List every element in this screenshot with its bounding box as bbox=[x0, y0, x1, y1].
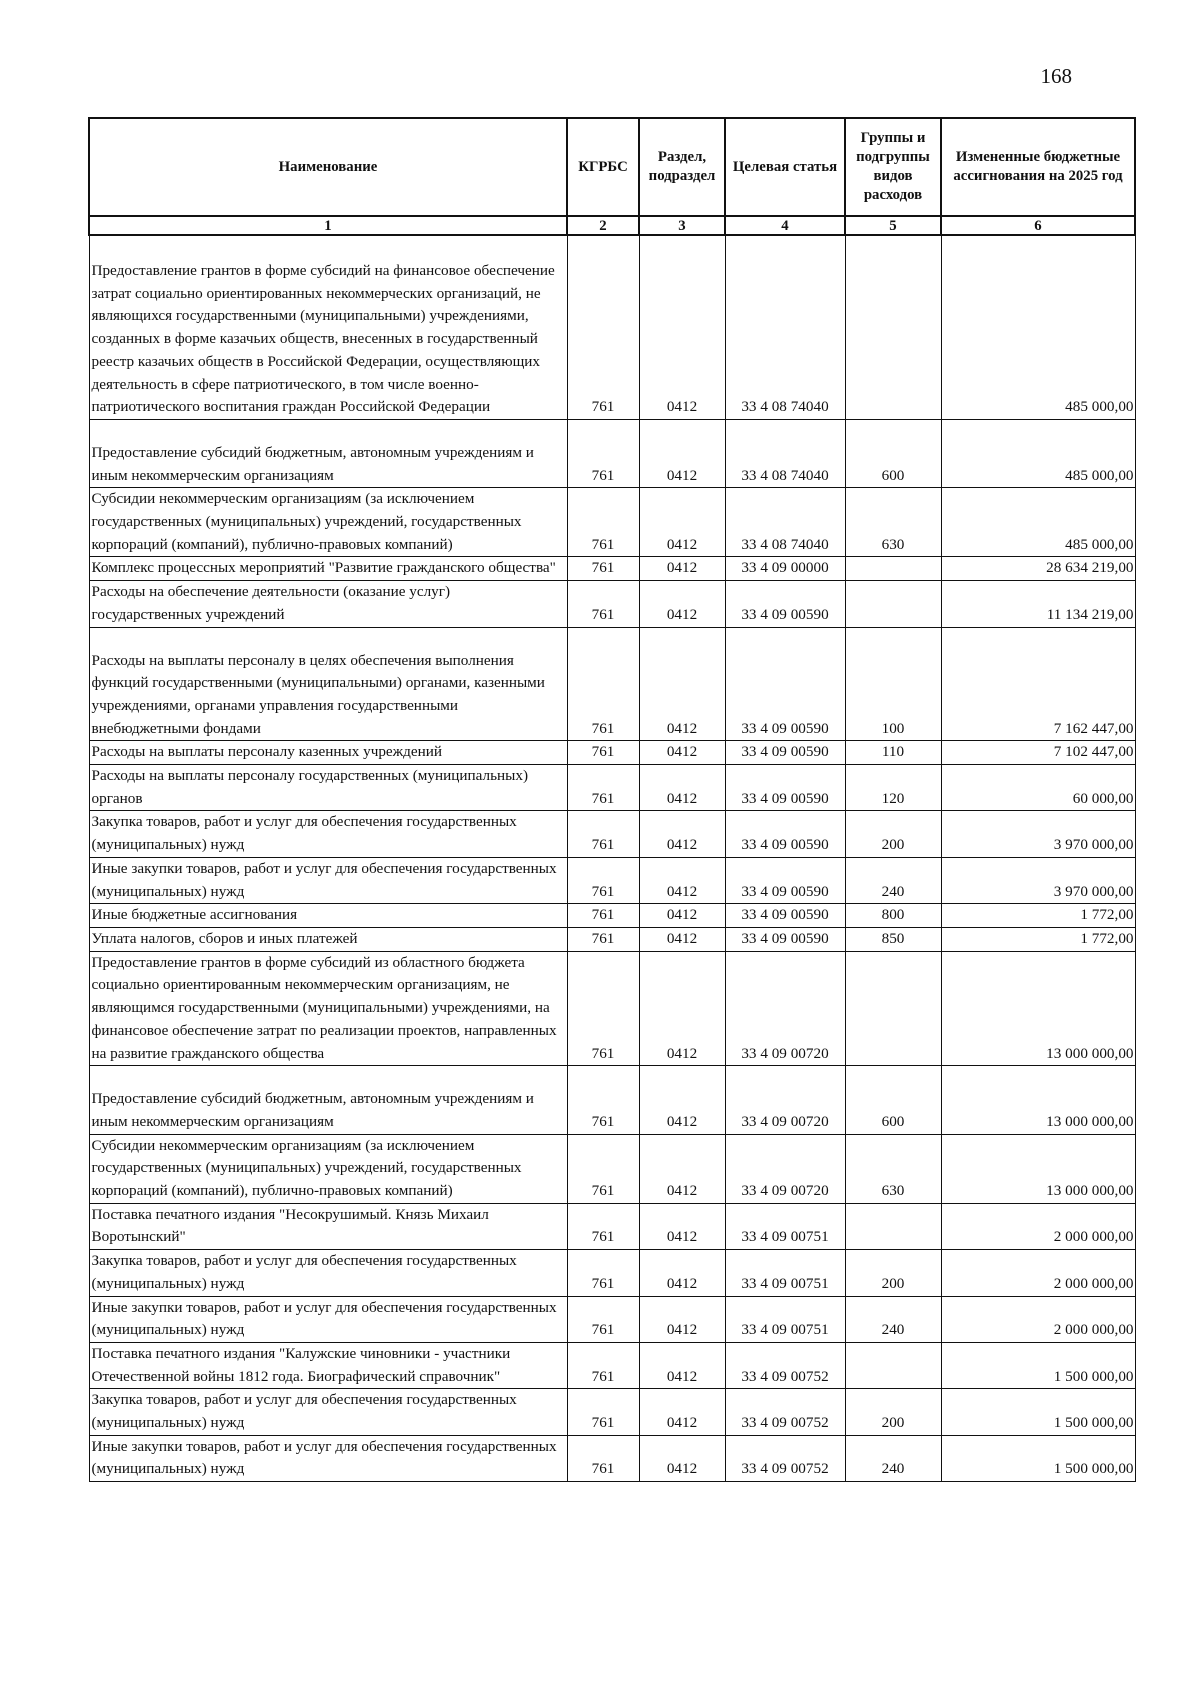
table-row bbox=[89, 1134, 1135, 1203]
column-number: 4 bbox=[725, 216, 845, 235]
row-section: 0412 bbox=[639, 627, 725, 741]
row-group: 120 bbox=[845, 765, 941, 811]
row-section: 0412 bbox=[639, 1389, 725, 1435]
row-group: 850 bbox=[845, 927, 941, 951]
row-target: 33 4 09 00720 bbox=[725, 1134, 845, 1203]
row-kgrbs: 761 bbox=[567, 1389, 639, 1435]
page-number: 168 bbox=[1040, 64, 1072, 88]
row-section: 0412 bbox=[639, 1435, 725, 1481]
column-number: 3 bbox=[639, 216, 725, 235]
row-name: Расходы на выплаты персоналу государственных (муниципальных) органов bbox=[89, 765, 567, 811]
row-target: 33 4 09 00752 bbox=[725, 1342, 845, 1388]
row-name: Закупка товаров, работ и услуг для обеспечения государственных (муниципальных) нужд bbox=[89, 1250, 567, 1296]
row-target: 33 4 09 00590 bbox=[725, 811, 845, 857]
row-amount: 2 000 000,00 bbox=[941, 1203, 1135, 1249]
table-row bbox=[89, 581, 1135, 627]
row-kgrbs: 761 bbox=[567, 1296, 639, 1342]
row-kgrbs: 761 bbox=[567, 1134, 639, 1203]
row-amount: 1 500 000,00 bbox=[941, 1342, 1135, 1388]
row-name: Субсидии некоммерческим организациям (за исключением государственных (муниципальных) учреждений, государственных корпораций (компаний), публично-правовых компаний) bbox=[89, 488, 567, 557]
header-row bbox=[89, 118, 1135, 216]
column-number: 1 bbox=[89, 216, 567, 235]
row-amount: 60 000,00 bbox=[941, 765, 1135, 811]
row-kgrbs: 761 bbox=[567, 857, 639, 903]
row-section: 0412 bbox=[639, 1134, 725, 1203]
row-section: 0412 bbox=[639, 1250, 725, 1296]
row-group bbox=[845, 581, 941, 627]
header-amount: Измененные бюджетные ассигнования на 2025 год bbox=[941, 118, 1135, 216]
row-amount: 28 634 219,00 bbox=[941, 557, 1135, 581]
row-target: 33 4 09 00751 bbox=[725, 1203, 845, 1249]
row-group: 630 bbox=[845, 488, 941, 557]
table-row bbox=[89, 811, 1135, 857]
row-target: 33 4 09 00751 bbox=[725, 1250, 845, 1296]
table-row bbox=[89, 488, 1135, 557]
row-name: Предоставление субсидий бюджетным, автономным учреждениям и иным некоммерческим организациям bbox=[89, 419, 567, 487]
column-number: 2 bbox=[567, 216, 639, 235]
row-name: Иные закупки товаров, работ и услуг для обеспечения государственных (муниципальных) нужд bbox=[89, 1435, 567, 1481]
header-kgrbs: КГРБС bbox=[567, 118, 639, 216]
row-amount: 2 000 000,00 bbox=[941, 1296, 1135, 1342]
row-kgrbs: 761 bbox=[567, 1203, 639, 1249]
row-amount: 1 772,00 bbox=[941, 904, 1135, 928]
table-row bbox=[89, 1296, 1135, 1342]
table-row bbox=[89, 951, 1135, 1066]
row-section: 0412 bbox=[639, 235, 725, 419]
table-row bbox=[89, 1203, 1135, 1249]
row-kgrbs: 761 bbox=[567, 488, 639, 557]
table-row bbox=[89, 765, 1135, 811]
header-groups: Группы и подгруппы видов расходов bbox=[845, 118, 941, 216]
row-section: 0412 bbox=[639, 857, 725, 903]
row-amount: 7 102 447,00 bbox=[941, 741, 1135, 765]
row-group: 600 bbox=[845, 1066, 941, 1134]
row-section: 0412 bbox=[639, 811, 725, 857]
row-name: Закупка товаров, работ и услуг для обеспечения государственных (муниципальных) нужд bbox=[89, 811, 567, 857]
row-kgrbs: 761 bbox=[567, 904, 639, 928]
table-row bbox=[89, 741, 1135, 765]
row-group bbox=[845, 1203, 941, 1249]
header-name: Наименование bbox=[89, 118, 567, 216]
row-section: 0412 bbox=[639, 1066, 725, 1134]
row-amount: 7 162 447,00 bbox=[941, 627, 1135, 741]
row-target: 33 4 09 00590 bbox=[725, 741, 845, 765]
row-section: 0412 bbox=[639, 765, 725, 811]
table-row bbox=[89, 857, 1135, 903]
row-kgrbs: 761 bbox=[567, 235, 639, 419]
row-target: 33 4 09 00590 bbox=[725, 627, 845, 741]
table-body bbox=[89, 235, 1135, 1482]
row-group: 240 bbox=[845, 857, 941, 903]
row-kgrbs: 761 bbox=[567, 419, 639, 487]
row-name: Уплата налогов, сборов и иных платежей bbox=[89, 927, 567, 951]
row-section: 0412 bbox=[639, 951, 725, 1066]
table-row bbox=[89, 1066, 1135, 1134]
row-amount: 13 000 000,00 bbox=[941, 951, 1135, 1066]
table-row bbox=[89, 419, 1135, 487]
table-row bbox=[89, 904, 1135, 928]
row-group: 110 bbox=[845, 741, 941, 765]
row-kgrbs: 761 bbox=[567, 1342, 639, 1388]
row-kgrbs: 761 bbox=[567, 765, 639, 811]
row-name: Предоставление грантов в форме субсидий из областного бюджета социально ориентированным некоммерческим организациям, не являющимся государственными (муниципальными) учреждениями, на финансовое обеспечение затрат по реализации проектов, направленных на развитие гражданского общества bbox=[89, 951, 567, 1066]
row-section: 0412 bbox=[639, 927, 725, 951]
row-group: 200 bbox=[845, 1389, 941, 1435]
row-target: 33 4 09 00590 bbox=[725, 581, 845, 627]
row-kgrbs: 761 bbox=[567, 581, 639, 627]
row-kgrbs: 761 bbox=[567, 811, 639, 857]
table-row bbox=[89, 927, 1135, 951]
row-group bbox=[845, 1342, 941, 1388]
row-amount: 2 000 000,00 bbox=[941, 1250, 1135, 1296]
row-target: 33 4 09 00751 bbox=[725, 1296, 845, 1342]
column-number: 5 bbox=[845, 216, 941, 235]
table-row bbox=[89, 1342, 1135, 1388]
row-amount: 11 134 219,00 bbox=[941, 581, 1135, 627]
row-amount: 13 000 000,00 bbox=[941, 1066, 1135, 1134]
row-target: 33 4 09 00590 bbox=[725, 857, 845, 903]
row-name: Иные закупки товаров, работ и услуг для обеспечения государственных (муниципальных) нужд bbox=[89, 857, 567, 903]
table-row bbox=[89, 627, 1135, 741]
row-name: Расходы на выплаты персоналу в целях обеспечения выполнения функций государственными (муниципальными) органами, казенными учреждениями, органами управления государственными внебюджетными фондами bbox=[89, 627, 567, 741]
row-amount: 3 970 000,00 bbox=[941, 857, 1135, 903]
row-target: 33 4 08 74040 bbox=[725, 488, 845, 557]
table-row bbox=[89, 557, 1135, 581]
row-section: 0412 bbox=[639, 904, 725, 928]
header-section: Раздел, подраздел bbox=[639, 118, 725, 216]
header-target: Целевая статья bbox=[725, 118, 845, 216]
row-kgrbs: 761 bbox=[567, 927, 639, 951]
row-target: 33 4 09 00752 bbox=[725, 1435, 845, 1481]
table-row bbox=[89, 235, 1135, 419]
row-section: 0412 bbox=[639, 1203, 725, 1249]
row-amount: 1 500 000,00 bbox=[941, 1435, 1135, 1481]
row-target: 33 4 09 00590 bbox=[725, 765, 845, 811]
row-name: Субсидии некоммерческим организациям (за исключением государственных (муниципальных) учреждений, государственных корпораций (компаний), публично-правовых компаний) bbox=[89, 1134, 567, 1203]
row-kgrbs: 761 bbox=[567, 741, 639, 765]
row-amount: 1 500 000,00 bbox=[941, 1389, 1135, 1435]
row-amount: 1 772,00 bbox=[941, 927, 1135, 951]
row-kgrbs: 761 bbox=[567, 627, 639, 741]
row-amount: 485 000,00 bbox=[941, 419, 1135, 487]
row-target: 33 4 09 00000 bbox=[725, 557, 845, 581]
row-name: Предоставление грантов в форме субсидий на финансовое обеспечение затрат социально ориентированных некоммерческих организаций, не являющихся государственными (муниципальными) учреждениями, созданных в форме казачьих обществ, внесенных в государственный реестр казачьих обществ в Российской Федерации, осуществляющих деятельность в сфере патриотического, в том числе военно-патриотического воспитания граждан Российской Федерации bbox=[89, 235, 567, 419]
row-section: 0412 bbox=[639, 1296, 725, 1342]
row-kgrbs: 761 bbox=[567, 1250, 639, 1296]
row-group bbox=[845, 951, 941, 1066]
row-target: 33 4 08 74040 bbox=[725, 235, 845, 419]
row-group: 240 bbox=[845, 1435, 941, 1481]
row-name: Комплекс процессных мероприятий "Развитие гражданского общества" bbox=[89, 557, 567, 581]
row-target: 33 4 09 00752 bbox=[725, 1389, 845, 1435]
row-group: 240 bbox=[845, 1296, 941, 1342]
row-amount: 3 970 000,00 bbox=[941, 811, 1135, 857]
row-group: 200 bbox=[845, 811, 941, 857]
column-number-row bbox=[89, 216, 1135, 235]
row-section: 0412 bbox=[639, 581, 725, 627]
row-kgrbs: 761 bbox=[567, 951, 639, 1066]
table-row bbox=[89, 1389, 1135, 1435]
budget-table bbox=[88, 117, 1136, 1482]
row-section: 0412 bbox=[639, 741, 725, 765]
row-kgrbs: 761 bbox=[567, 1435, 639, 1481]
table-row bbox=[89, 1250, 1135, 1296]
row-amount: 485 000,00 bbox=[941, 488, 1135, 557]
row-target: 33 4 09 00590 bbox=[725, 904, 845, 928]
row-section: 0412 bbox=[639, 1342, 725, 1388]
row-section: 0412 bbox=[639, 488, 725, 557]
row-kgrbs: 761 bbox=[567, 557, 639, 581]
row-name: Поставка печатного издания "Калужские чиновники - участники Отечественной войны 1812 года. Биографический справочник" bbox=[89, 1342, 567, 1388]
row-name: Поставка печатного издания "Несокрушимый. Князь Михаил Воротынский" bbox=[89, 1203, 567, 1249]
row-group bbox=[845, 557, 941, 581]
row-group: 200 bbox=[845, 1250, 941, 1296]
row-name: Предоставление субсидий бюджетным, автономным учреждениям и иным некоммерческим организациям bbox=[89, 1066, 567, 1134]
row-target: 33 4 08 74040 bbox=[725, 419, 845, 487]
row-amount: 13 000 000,00 bbox=[941, 1134, 1135, 1203]
row-name: Иные бюджетные ассигнования bbox=[89, 904, 567, 928]
row-target: 33 4 09 00720 bbox=[725, 951, 845, 1066]
row-name: Расходы на обеспечение деятельности (оказание услуг) государственных учреждений bbox=[89, 581, 567, 627]
row-target: 33 4 09 00720 bbox=[725, 1066, 845, 1134]
row-group bbox=[845, 235, 941, 419]
table-row bbox=[89, 1435, 1135, 1481]
row-name: Иные закупки товаров, работ и услуг для обеспечения государственных (муниципальных) нужд bbox=[89, 1296, 567, 1342]
column-number: 6 bbox=[941, 216, 1135, 235]
row-target: 33 4 09 00590 bbox=[725, 927, 845, 951]
row-section: 0412 bbox=[639, 419, 725, 487]
row-group: 100 bbox=[845, 627, 941, 741]
row-amount: 485 000,00 bbox=[941, 235, 1135, 419]
row-section: 0412 bbox=[639, 557, 725, 581]
row-group: 630 bbox=[845, 1134, 941, 1203]
row-name: Расходы на выплаты персоналу казенных учреждений bbox=[89, 741, 567, 765]
row-group: 800 bbox=[845, 904, 941, 928]
row-group: 600 bbox=[845, 419, 941, 487]
row-name: Закупка товаров, работ и услуг для обеспечения государственных (муниципальных) нужд bbox=[89, 1389, 567, 1435]
row-kgrbs: 761 bbox=[567, 1066, 639, 1134]
